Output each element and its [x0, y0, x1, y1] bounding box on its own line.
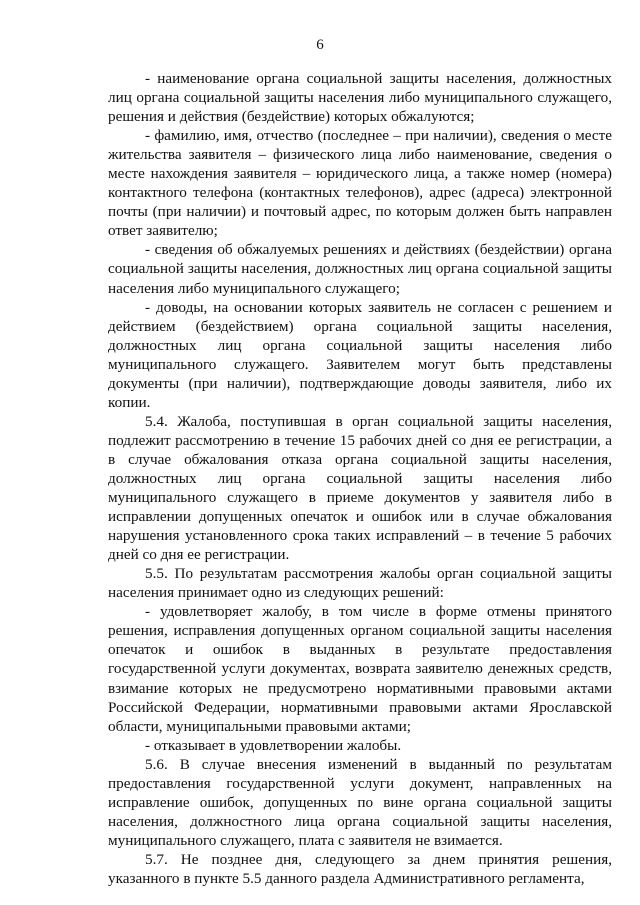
page-number: 6 [316, 37, 324, 53]
paragraph-applicant-details: - фамилию, имя, отчество (последнее – при наличии), сведения о месте жительства заявителя – физического лица либо наименование, сведения о месте нахождения заявителя – юридического лица, а также номер (номера) контактного телефона (контактных телефонов), адрес (адреса) электронной почты (при наличии) и почтовый адрес, по которым должен быть направлен ответ заявителю; [108, 127, 612, 240]
paragraph-satisfy-complaint: - удовлетворяет жалобу, в том числе в форме отмены принятого решения, исправления допущенных органом социальной защиты населения опечаток и ошибок в выданных в результате предоставления государственной услуги документах, возврата заявителю денежных средств, взимание которых не предусмотрено нормативными правовыми актами Российской Федерации, нормативными правовыми актами Ярославской области, муниципальными правовыми актами; [108, 603, 612, 735]
paragraph-section-5-5: 5.5. По результатам рассмотрения жалобы орган социальной защиты населения принимает одно из следующих решений: [108, 565, 612, 602]
paragraph-section-5-6: 5.6. В случае внесения изменений в выданный по результатам предоставления государственной услуги документ, направленных на исправление ошибок, допущенных по вине органа социальной защиты населения, должностного лица органа социальной защиты населения, муниципального служащего, плата с заявителя не взимается. [108, 755, 612, 849]
paragraph-arguments: - доводы, на основании которых заявитель не согласен с решением и действием (бездействием) органа социальной защиты населения, должностных лиц органа социальной защиты населения либо муниципального служащего. Заявителем могут быть представлены документы (при наличии), подтверждающие доводы заявителя, либо их копии. [108, 298, 612, 411]
document-body [108, 69, 612, 888]
paragraph-refuse-complaint: - отказывает в удовлетворении жалобы. [145, 736, 402, 754]
paragraph-appeal-subject: - наименование органа социальной защиты населения, должностных лиц органа социальной защиты населения либо муниципального служащего, решения и действия (бездействие) которых обжалуются; [108, 70, 612, 126]
paragraph-section-5-7: 5.7. Не позднее дня, следующего за днем принятия решения, указанного в пункте 5.5 данного раздела Административного регламента, [108, 850, 612, 887]
paragraph-section-5-4: 5.4. Жалоба, поступившая в орган социальной защиты населения, подлежит рассмотрению в течение 15 рабочих дней со дня ее регистрации, а в случае обжалования отказа органа социальной защиты населения, должностных лиц органа социальной защиты населения либо муниципального служащего в приеме документов у заявителя либо в исправлении допущенных опечаток и ошибок или в случае обжалования нарушения установленного срока таких исправлений – в течение 5 рабочих дней со дня ее регистрации. [108, 412, 612, 564]
paragraph-appealed-decisions: - сведения об обжалуемых решениях и действиях (бездействии) органа социальной защиты населения, должностных лиц органа социальной защиты населения либо муниципального служащего; [108, 241, 612, 297]
